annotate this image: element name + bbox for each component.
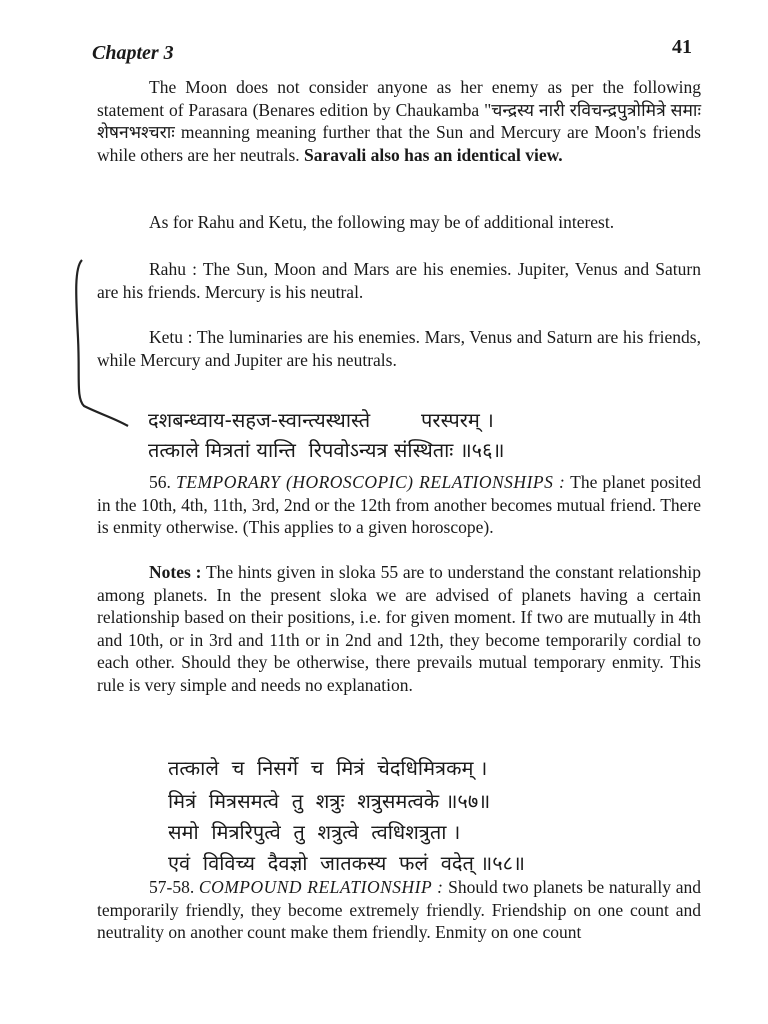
section-57-58-number: 57-58. bbox=[149, 877, 195, 897]
section-56 bbox=[97, 471, 701, 539]
verse-56-line-1: दशबन्ध्वाय-सहज-स्वान्त्यस्थास्ते परस्परम् । bbox=[148, 408, 494, 432]
rahu-ketu-intro: As for Rahu and Ketu, the following may be of additional interest. bbox=[149, 212, 615, 232]
verse-57-line-2: मित्रं मित्रसमत्वे तु शत्रुः शत्रुसमत्वके ॥५७॥ bbox=[168, 789, 491, 813]
section-56-text: The planet posited in the 10th, 4th, 11th, 3rd, 2nd or the 12th from another becomes mutual friend. There is enmity otherwise. (This applies to a given horoscope). bbox=[97, 472, 701, 537]
verse-58-line-2: एवं विविच्य दैवज्ञो जातकस्य फलं वदेत् ॥५८॥ bbox=[168, 851, 526, 875]
section-57-58-text: Should two planets be naturally and temporarily friendly, they become extremely friendly. Friendship on one count and neutrality on another count make them friendly. Enmity on one count bbox=[97, 877, 701, 942]
section-56-number: 56. bbox=[149, 472, 171, 492]
ketu-paragraph: Ketu : The luminaries are his enemies. Mars, Venus and Saturn are his friends, while Mercury and Jupiter are his neutrals. bbox=[97, 327, 701, 370]
section-57-58 bbox=[97, 876, 701, 944]
verse-57-line-1: तत्काले च निसर्गे च मित्रं चेदधिमित्रकम् । bbox=[168, 756, 488, 780]
notes-label: Notes : bbox=[149, 562, 202, 582]
moon-paragraph bbox=[97, 76, 701, 166]
notes-text: The hints given in sloka 55 are to understand the constant relationship among planets. In the present sloka we are advised of planets having a certain relationship based on their positions, i.e. for given moment. If two are mutually in 4th and 10th, or in 3rd and 11th or in 2nd and 12th, they become temporarily cordial to each other. Should they be otherwise, there prevails mutual temporary enmity. This rule is very simple and needs no explanation. bbox=[97, 562, 702, 695]
section-57-58-title: COMPOUND RELATIONSHIP : bbox=[198, 877, 444, 897]
verse-56-line-2: तत्काले मित्रतां यान्ति रिपवोऽन्यत्र संस्थिताः ॥५६॥ bbox=[148, 438, 505, 462]
notes-paragraph bbox=[97, 561, 701, 696]
page-header bbox=[92, 36, 692, 66]
saravali-note: Saravali also has an identical view. bbox=[304, 144, 563, 165]
verse-58-line-1: समो मित्ररिपुत्वे तु शत्रुत्वे त्वधिशत्रुता । bbox=[168, 820, 461, 844]
chapter-title: Chapter 3 bbox=[92, 42, 174, 64]
moon-paragraph-text: The Moon does not consider anyone as her enemy as per the following statement of Parasara (Benares edition by Chaukamba "चन्द्रस्य नारी रविचन्द्रपुत्रोमित्रे समाः शेषनभश्चराः meanning meaning further that the Sun and Mercury are Moon's friends while others are her neutrals. bbox=[97, 77, 701, 165]
rahu-paragraph: Rahu : The Sun, Moon and Mars are his enemies. Jupiter, Venus and Saturn are his friends. Mercury is his neutral. bbox=[97, 259, 701, 302]
section-56-title: TEMPORARY (HOROSCOPIC) RELATIONSHIPS : bbox=[176, 472, 566, 492]
page-number: 41 bbox=[672, 36, 692, 58]
